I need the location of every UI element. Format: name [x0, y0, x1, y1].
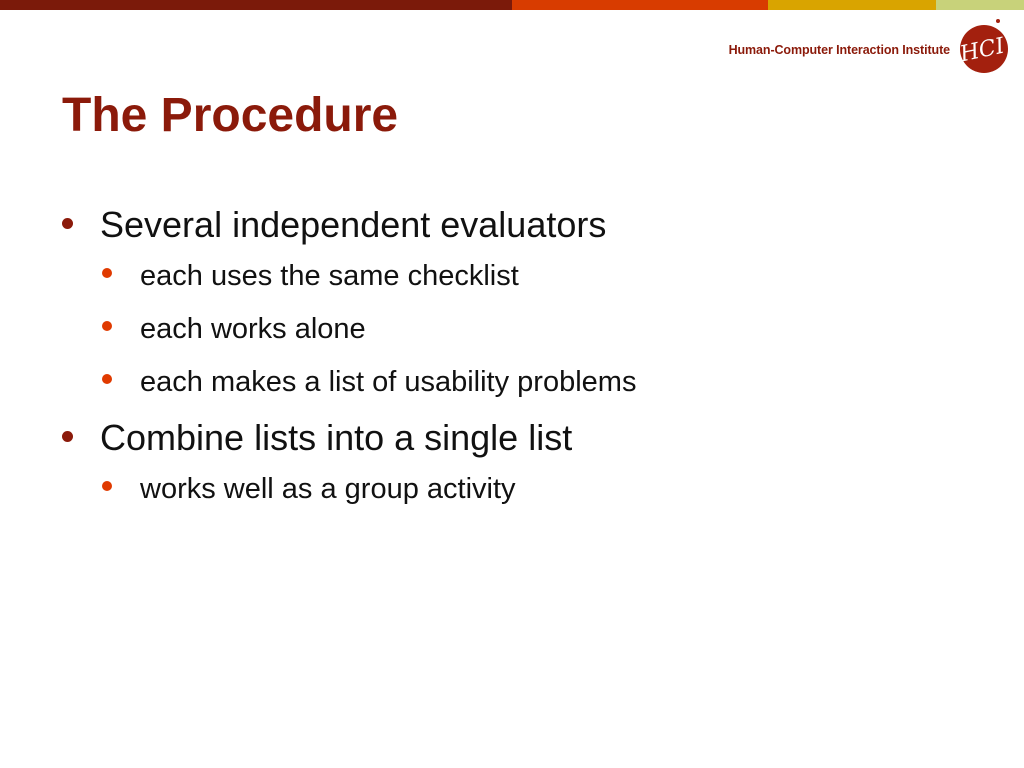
- list-item: [62, 200, 962, 250]
- bullet-dot: [102, 268, 112, 278]
- bullet-text: works well as a group activity: [140, 473, 516, 505]
- bullet-dot: [62, 218, 73, 229]
- logo-text: HCI: [958, 33, 1007, 68]
- bullet-dot: [102, 481, 112, 491]
- color-bar-segment-1: [0, 0, 512, 10]
- list-item: [102, 250, 962, 303]
- list-item: [102, 463, 962, 516]
- color-bar-segment-3: [768, 0, 936, 10]
- logo-dot: [996, 19, 1000, 23]
- bullet-dot: [102, 374, 112, 384]
- bullet-text: each makes a list of usability problems: [140, 366, 637, 398]
- bullet-text: Several independent evaluators: [100, 204, 607, 245]
- bullet-text: Combine lists into a single list: [100, 417, 573, 458]
- list-item: [62, 413, 962, 463]
- bullet-dot: [102, 321, 112, 331]
- slide-title: The Procedure: [62, 89, 399, 142]
- color-bar-segment-4: [936, 0, 1024, 10]
- list-item: [102, 356, 962, 409]
- institute-name: Human-Computer Interaction Institute: [728, 43, 950, 57]
- institute-header: [729, 16, 1010, 74]
- color-bar-segment-2: [512, 0, 768, 10]
- bullet-text: each works alone: [140, 313, 366, 345]
- bullet-dot: [62, 431, 73, 442]
- top-color-bar: [0, 0, 1024, 10]
- hcii-logo-icon: [958, 16, 1010, 74]
- bullet-list: [62, 200, 962, 516]
- list-item: [102, 303, 962, 356]
- bullet-text: each uses the same checklist: [140, 260, 519, 292]
